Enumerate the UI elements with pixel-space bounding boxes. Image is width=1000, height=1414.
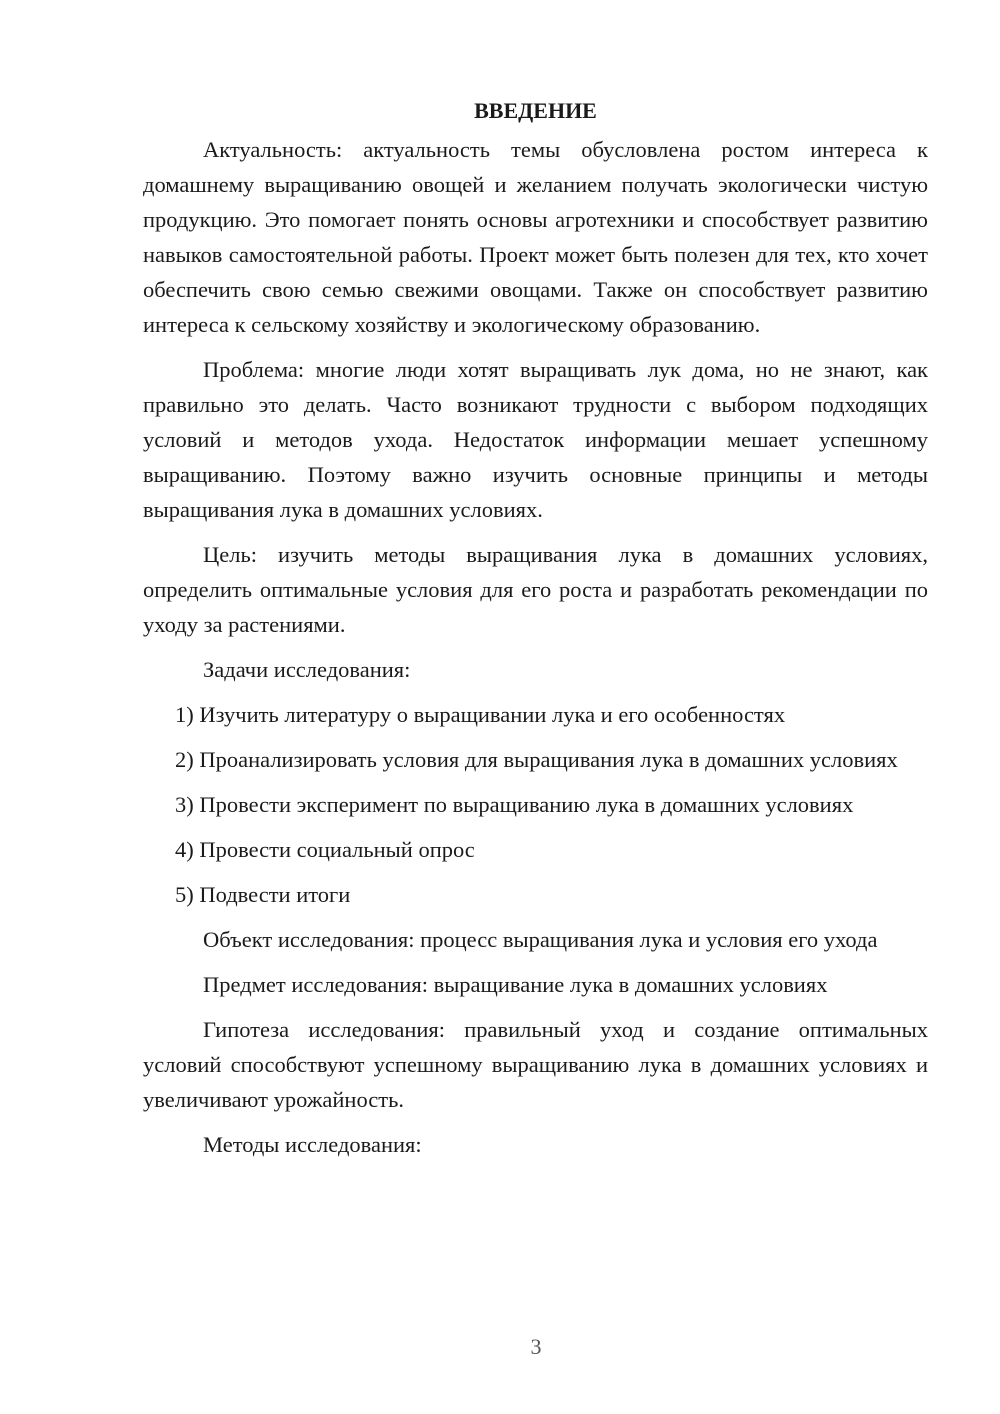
methods-heading: Методы исследования:: [203, 1132, 422, 1157]
task-item: 4) Провести социальный опрос: [175, 837, 475, 862]
document-page: [143, 96, 928, 1172]
goal-paragraph: Цель: изучить методы выращивания лука в домашних условиях, определить оптимальные условия для его роста и разработать рекомендации по уходу за растениями.: [143, 542, 928, 637]
subject-paragraph: Предмет исследования: выращивание лука в домашних условиях: [203, 972, 828, 997]
page-number: 3: [530, 1334, 542, 1359]
task-item: 3) Провести эксперимент по выращиванию лука в домашних условиях: [175, 792, 854, 817]
hypothesis-paragraph: Гипотеза исследования: правильный уход и создание оптимальных условий способствуют успешному выращиванию лука в домашних условиях и увеличивают урожайность.: [143, 1017, 928, 1112]
tasks-heading: Задачи исследования:: [203, 657, 411, 682]
object-paragraph: Объект исследования: процесс выращивания лука и условия его ухода: [203, 927, 878, 952]
relevance-paragraph: Актуальность: актуальность темы обусловлена ростом интереса к домашнему выращиванию овощей и желанием получать экологически чистую продукцию. Это помогает понять основы агротехники и способствует развитию навыков самостоятельной работы. Проект может быть полезен для тех, кто хочет обеспечить свою семью свежими овощами. Также он способствует развитию интереса к сельскому хозяйству и экологическому образованию.: [143, 137, 928, 337]
task-item: 2) Проанализировать условия для выращивания лука в домашних условиях: [175, 747, 898, 772]
task-item: 1) Изучить литературу о выращивании лука и его особенностях: [175, 702, 786, 727]
problem-paragraph: Проблема: многие люди хотят выращивать лук дома, но не знают, как правильно это делать. Часто возникают трудности с выбором подходящих условий и методов ухода. Недостаток информации мешает успешному выращиванию. Поэтому важно изучить основные принципы и методы выращивания лука в домашних условиях.: [143, 357, 928, 522]
task-item: 5) Подвести итоги: [175, 882, 351, 907]
section-title: ВВЕДЕНИЕ: [474, 98, 597, 123]
